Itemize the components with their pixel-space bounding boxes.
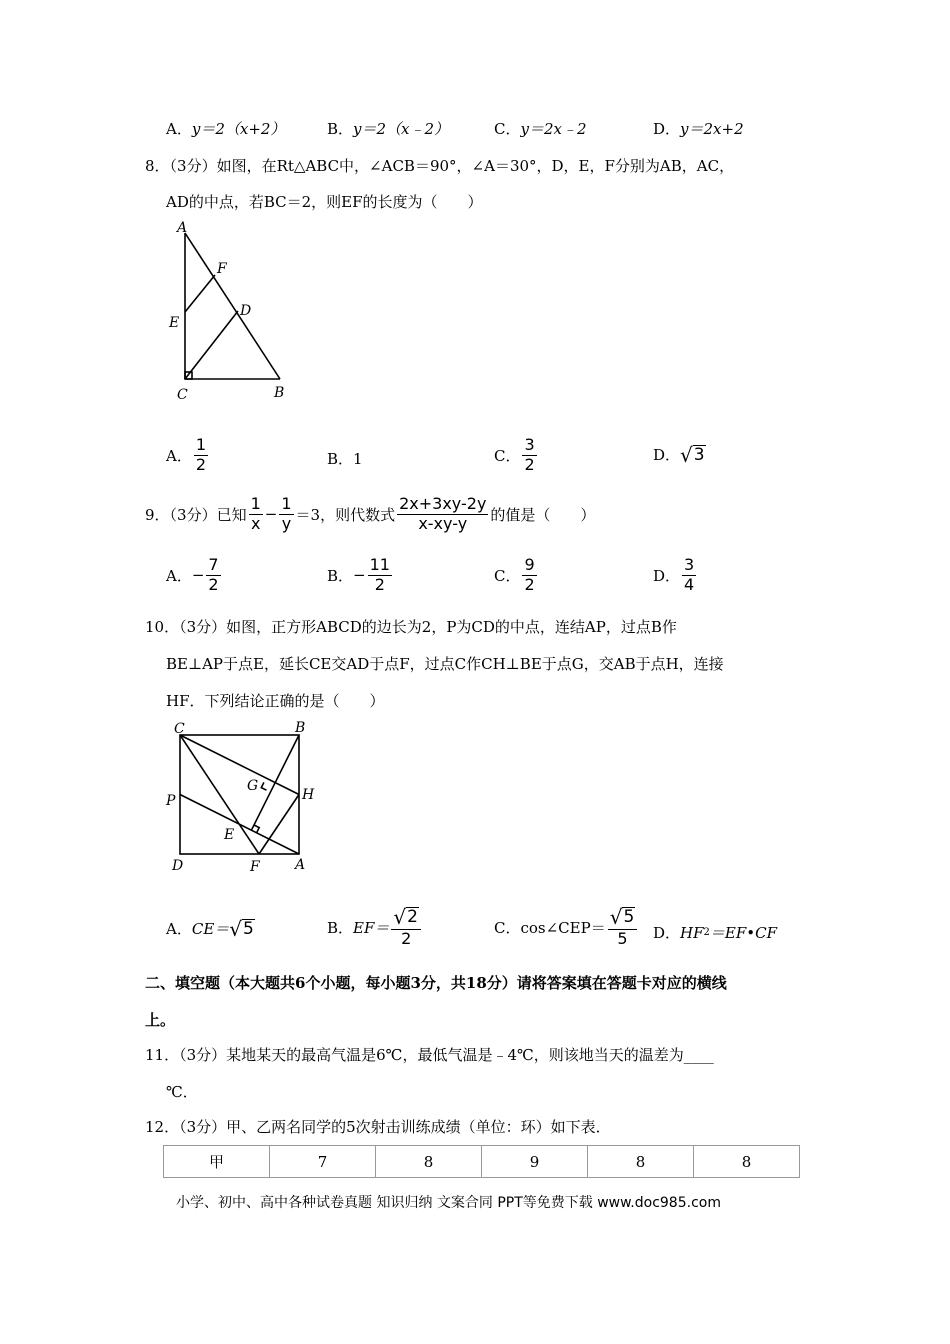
q10-square-figure	[160, 715, 330, 880]
minus-sign: −	[191, 566, 205, 585]
side-ab	[185, 233, 280, 379]
fraction	[206, 557, 220, 594]
option-text: EF＝	[353, 918, 390, 937]
option-label: D．	[653, 924, 681, 942]
numerator: 9	[524, 555, 535, 574]
option-text: ＝EF•CF	[709, 924, 777, 942]
segment-ef	[185, 275, 215, 312]
fraction	[682, 557, 696, 594]
numerator: 7	[208, 555, 219, 574]
radical-sign: √	[393, 905, 407, 929]
radical-sign: √	[680, 442, 693, 467]
option-label: B．	[327, 120, 354, 138]
denominator: y	[281, 513, 292, 533]
radical-sign: √	[229, 916, 243, 941]
section2-heading-line2: 上。	[145, 1011, 176, 1029]
label-f: F	[217, 261, 227, 277]
denominator: 2	[524, 574, 535, 594]
fraction	[522, 437, 536, 474]
denominator: x	[250, 513, 261, 533]
label-b: B	[274, 385, 285, 401]
fraction	[391, 907, 421, 948]
label-p: P	[166, 793, 176, 809]
q10-option-c	[494, 907, 639, 948]
denominator: 2	[374, 574, 385, 594]
q8-option-a	[166, 437, 210, 474]
table-cell: 7	[270, 1146, 376, 1178]
fraction	[522, 557, 536, 594]
footer-text: 小学、初中、高中各种试卷真题 知识归纳 文案合同 PPT等免费下载 www.doc985.com	[176, 1195, 721, 1211]
option-label: A．	[166, 446, 192, 465]
superscript: 2	[703, 927, 710, 938]
denominator: 4	[684, 574, 695, 594]
minus-sign: −	[353, 566, 366, 585]
square-root	[610, 907, 636, 927]
label-g: G	[247, 778, 259, 794]
option-text: y＝2x+2	[680, 120, 744, 138]
label-c: C	[177, 387, 188, 403]
table-cell: 8	[694, 1146, 800, 1178]
segment-ch	[180, 735, 299, 795]
stem-text: ＝3，则代数式	[295, 505, 396, 524]
denominator: x-xy-y	[418, 513, 468, 533]
q9-option-a	[166, 557, 223, 594]
option-text: y＝2（x﹣2）	[353, 120, 450, 138]
numerator: 1	[195, 435, 207, 454]
q7-option-b	[327, 118, 449, 139]
numerator: 3	[684, 555, 695, 574]
q10-stem-line1: 10．（3分）如图，正方形ABCD的边长为2，P为CD的中点，连结AP，过点B作	[145, 618, 677, 636]
option-text: HF	[680, 923, 704, 942]
fraction	[368, 557, 392, 594]
option-label: A．	[166, 566, 192, 585]
option-label: D．	[653, 566, 681, 585]
q7-option-c	[494, 118, 587, 139]
numerator	[608, 907, 638, 930]
square-root	[393, 907, 419, 927]
option-text: cos∠CEP＝	[520, 918, 606, 937]
q10-stem-line2: BE⊥AP于点E，延长CE交AD于点F，过点C作CH⊥BE于点G，交AB于点H，连接	[166, 655, 724, 673]
q7-option-a	[166, 118, 285, 139]
denominator: 2	[195, 454, 207, 474]
q8-option-d	[653, 444, 706, 465]
q10-option-b	[327, 907, 423, 948]
radicand: 2	[407, 907, 418, 928]
option-label: C．	[494, 918, 521, 937]
q8-triangle-figure	[160, 215, 310, 410]
radicand: 5	[623, 907, 635, 928]
option-text: y＝2（x+2）	[191, 120, 286, 138]
denominator: 2	[401, 928, 412, 948]
q8-stem-line1: 8．（3分）如图，在Rt△ABC中，∠ACB＝90°，∠A＝30°，D，E，F分别为AB，AC，	[145, 157, 735, 175]
option-text: 1	[353, 449, 363, 468]
fraction-expression	[397, 496, 488, 533]
table-cell: 8	[376, 1146, 482, 1178]
score-table	[163, 1145, 800, 1178]
q8-option-c	[494, 437, 539, 474]
fraction-1-over-y	[279, 496, 293, 533]
label-b: B	[295, 720, 306, 736]
numerator: 1	[281, 494, 292, 513]
option-label: A．	[166, 120, 192, 138]
fraction	[608, 907, 638, 948]
label-e: E	[169, 315, 180, 331]
square-root	[680, 442, 706, 467]
option-label: C．	[494, 446, 521, 465]
q11-stem-line2: ℃．	[166, 1083, 198, 1101]
label-a: A	[177, 220, 188, 236]
option-label: C．	[494, 120, 521, 138]
segment-cf	[180, 735, 259, 854]
table-row	[164, 1146, 800, 1178]
numerator: 2x+3xy-2y	[399, 494, 487, 513]
stem-text: 9．（3分）已知	[145, 505, 247, 524]
option-label: A．	[166, 920, 192, 938]
right-angle-mark-g	[261, 782, 266, 790]
numerator: 3	[524, 435, 535, 454]
option-label: B．	[327, 918, 354, 937]
q12-stem: 12．（3分）甲、乙两名同学的5次射击训练成绩（单位：环）如下表．	[145, 1118, 611, 1136]
numerator: 11	[369, 555, 390, 574]
q11-stem-line1: 11．（3分）某地某天的最高气温是6℃，最低气温是﹣4℃，则该地当天的温差为____	[145, 1046, 714, 1064]
label-c: C	[174, 721, 185, 737]
label-d: D	[172, 858, 184, 874]
option-label: B．	[327, 566, 354, 585]
radicand: 3	[693, 444, 705, 465]
q10-option-d	[653, 922, 777, 943]
q9-option-d	[653, 557, 698, 594]
square-abcd	[180, 735, 299, 854]
q10-option-a	[166, 918, 255, 939]
denominator: 5	[617, 928, 628, 948]
fraction	[194, 437, 208, 474]
minus-sign: −	[264, 505, 278, 524]
label-d: D	[240, 303, 252, 319]
option-label: B．	[327, 450, 354, 468]
q7-option-d	[653, 118, 744, 139]
q8-option-b	[327, 448, 363, 469]
radical-sign: √	[609, 905, 623, 929]
square-root	[229, 916, 255, 941]
q9-option-b	[327, 557, 394, 594]
fraction-1-over-x	[249, 496, 263, 533]
option-label: D．	[653, 120, 681, 138]
option-label: D．	[653, 446, 681, 464]
table-cell: 甲	[164, 1146, 270, 1178]
q10-stem-line3: HF．下列结论正确的是（ ）	[166, 692, 385, 710]
label-e: E	[224, 827, 235, 843]
option-label: C．	[494, 566, 521, 585]
label-a: A	[295, 857, 306, 873]
q8-stem-line2: AD的中点，若BC＝2，则EF的长度为（ ）	[166, 193, 483, 211]
denominator: 2	[208, 574, 219, 594]
option-text: CE＝	[191, 920, 230, 938]
section2-heading-line1: 二、填空题（本大题共6个小题，每小题3分，共18分）请将答案填在答题卡对应的横线	[145, 974, 727, 992]
numerator	[391, 907, 421, 930]
segment-cd	[185, 311, 238, 379]
table-cell: 9	[482, 1146, 588, 1178]
radicand: 5	[243, 918, 254, 939]
label-f: F	[250, 859, 260, 875]
numerator: 1	[250, 494, 261, 513]
label-h: H	[302, 787, 315, 803]
option-text: y＝2x﹣2	[520, 120, 587, 138]
q9-stem	[145, 496, 595, 533]
table-cell: 8	[588, 1146, 694, 1178]
denominator: 2	[524, 454, 535, 474]
stem-text: 的值是（ ）	[490, 505, 596, 524]
q9-option-c	[494, 557, 539, 594]
